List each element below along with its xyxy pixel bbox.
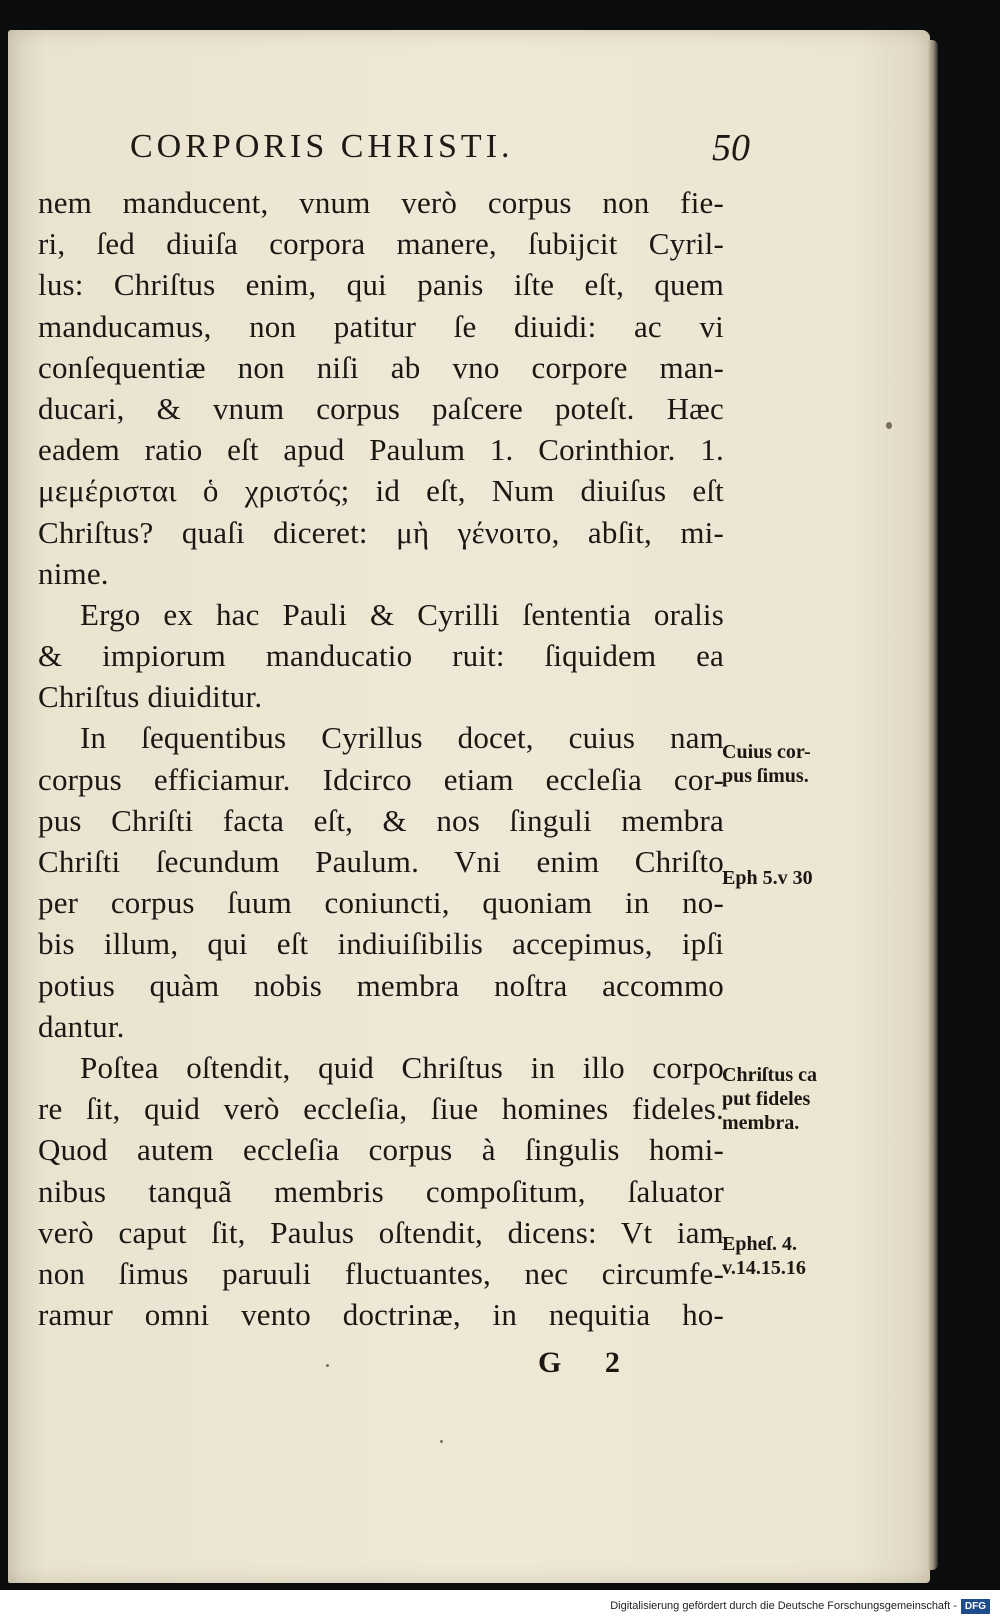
- page-edge: [928, 40, 938, 1570]
- text-line: Chriſti ſecundum Paulum. Vni enim Chriſto: [38, 844, 724, 879]
- page-number: 50: [712, 127, 750, 169]
- text-line: ducari, & vnum corpus paſcere poteſt. Hæc: [38, 390, 724, 426]
- text-line: verò caput ſit, Paulus oſtendit, dicens: Vt iam: [38, 1214, 724, 1250]
- text-line: lus: Chriſtus enim, qui panis iſte eſt, quem: [38, 267, 724, 303]
- paper-speck: [886, 422, 892, 429]
- text-line: non ſimus paruuli fluctuantes, nec circumfe-: [38, 1255, 724, 1291]
- paragraph-first-line: Ergo ex hac Pauli & Cyrilli ſententia oralis: [80, 596, 724, 632]
- text-line: nibus tanquã membris compoſitum, ſaluator: [38, 1173, 724, 1209]
- text-line: pus Chriſti facta eſt, & nos ſinguli membra: [38, 802, 724, 838]
- signature-mark: G 2: [538, 1346, 638, 1379]
- text-line: dantur.: [38, 1008, 125, 1044]
- margin-note-line: put fideles: [722, 1088, 811, 1110]
- margin-note-line: Cuius cor-: [722, 741, 811, 763]
- text-line: ri, ſed diuiſa corpora manere, ſubijcit Cyril-: [38, 226, 724, 262]
- text-line: manducamus, non patitur ſe diuidi: ac vi: [38, 308, 724, 344]
- text-line: & impiorum manducatio ruit: ſiquidem ea: [38, 638, 724, 674]
- text-line: nem manducent, vnum verò corpus non fie-: [38, 185, 724, 220]
- text-line-greek: Chriſtus? quaſi diceret: μὴ γένοιτο, abſit, mi-: [38, 514, 724, 550]
- text-line: Chriſtus diuiditur.: [38, 679, 263, 715]
- text-line: eadem ratio eſt apud Paulum 1. Corinthior. 1.: [38, 432, 724, 468]
- dfg-logo[interactable]: DFG: [961, 1599, 990, 1614]
- text-line: re ſit, quid verò eccleſia, ſiue homines fideles.: [38, 1091, 724, 1127]
- text-line: per corpus ſuum coniuncti, quoniam in no-: [38, 885, 724, 921]
- text-line: nime.: [38, 555, 109, 591]
- text-line: Quod autem eccleſia corpus à ſingulis homi-: [38, 1132, 724, 1168]
- paragraph-first-line: Poſtea oſtendit, quid Chriſtus in illo corpo: [80, 1049, 724, 1085]
- margin-note-reference: v.14.15.16: [722, 1257, 806, 1279]
- paragraph-first-line: In ſequentibus Cyrillus docet, cuius nam: [80, 720, 724, 756]
- margin-note-line: Chriſtus ca: [722, 1064, 817, 1086]
- text-line: bis illum, qui eſt indiuiſibilis accepimus, ipſi: [38, 926, 724, 962]
- running-head: [130, 128, 750, 178]
- running-title: CORPORIS CHRISTI.: [130, 128, 514, 165]
- paper-speck: [326, 1364, 329, 1367]
- digitization-credit: [0, 1593, 990, 1619]
- text-line: conſequentiæ non niſi ab vno corpore man-: [38, 349, 724, 385]
- text-line: corpus efficiamur. Idcirco etiam eccleſia cor-: [38, 761, 724, 797]
- margin-note-reference: Eph 5.v 30: [722, 867, 813, 889]
- margin-note-reference: Epheſ. 4.: [722, 1233, 798, 1255]
- text-line-greek: μεμέρισται ὁ χριστός; id eſt, Num diuiſus eſt: [38, 473, 724, 509]
- credit-text: Digitalisierung gefördert durch die Deutsche Forschungsgemeinschaft -: [610, 1600, 957, 1612]
- margin-note-line: membra.: [722, 1112, 800, 1134]
- paper-speck: [440, 1440, 443, 1443]
- text-line: ramur omni vento doctrinæ, in nequitia ho-: [38, 1297, 724, 1333]
- margin-note-line: pus ſimus.: [722, 765, 809, 787]
- body-text: [38, 182, 724, 1335]
- text-line: potius quàm nobis membra noſtra accommo: [38, 967, 724, 1003]
